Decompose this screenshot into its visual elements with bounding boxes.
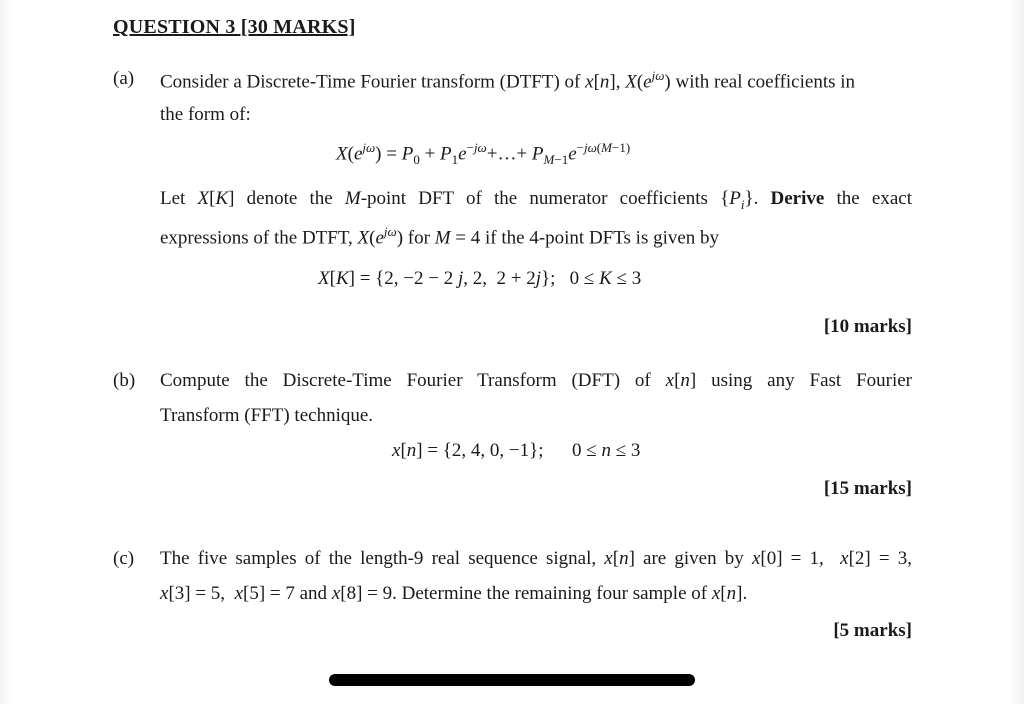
- part-c-line2: x[3] = 5, x[5] = 7 and x[8] = 9. Determine the remaining four sample of x[n].: [160, 583, 748, 604]
- question-title: QUESTION 3 [30 MARKS]: [113, 16, 356, 38]
- part-a-line1: Consider a Discrete-Time Fourier transform (DTFT) of x[n], $X(e^{j\omega})$ with real coefficients in: [160, 68, 856, 93]
- part-a-marks: [10 marks]: [823, 316, 912, 337]
- part-c-line1: The five samples of the length-9 real sequence signal, x[n] are given by x[0] = 1, x[2] = 3,: [160, 548, 912, 569]
- part-a-line4: expressions of the DTFT, $X(e^{j\omega})$ for M = 4 if the 4-point DFTs is given by: [160, 224, 720, 249]
- part-a-line3: Let X[K] denote the M-point DFT of the numerator coefficients $\{P_i\}$. Derive the exact: [160, 188, 912, 212]
- part-a-equation: $X(e^{j\omega}) = P_0$ + $P_1e^{-j\omega}+\dots+ P_{M-1}e^{-j\omega(M-1)}$: [336, 140, 631, 168]
- part-a-equation2: X[K] = {2, −2 − 2 j, 2, 2 + 2j}; 0 ≤ K ≤ 3: [318, 268, 642, 289]
- part-b-line1: Compute the Discrete-Time Fourier Transform (DFT) of x[n] using any Fast Fourier: [160, 370, 912, 391]
- part-c-marks: [5 marks]: [833, 620, 912, 641]
- part-a-label: (a): [113, 68, 135, 89]
- part-b-line2: Transform (FFT) technique.: [160, 405, 374, 426]
- part-a-line2: the form of:: [160, 104, 251, 125]
- home-indicator-bar[interactable]: [329, 674, 695, 686]
- part-c-label: (c): [113, 548, 135, 569]
- part-b-equation: x[n] = {2, 4, 0, −1}; 0 ≤ n ≤ 3: [392, 440, 641, 461]
- part-b-marks: [15 marks]: [823, 478, 912, 499]
- part-b-label: (b): [113, 370, 136, 391]
